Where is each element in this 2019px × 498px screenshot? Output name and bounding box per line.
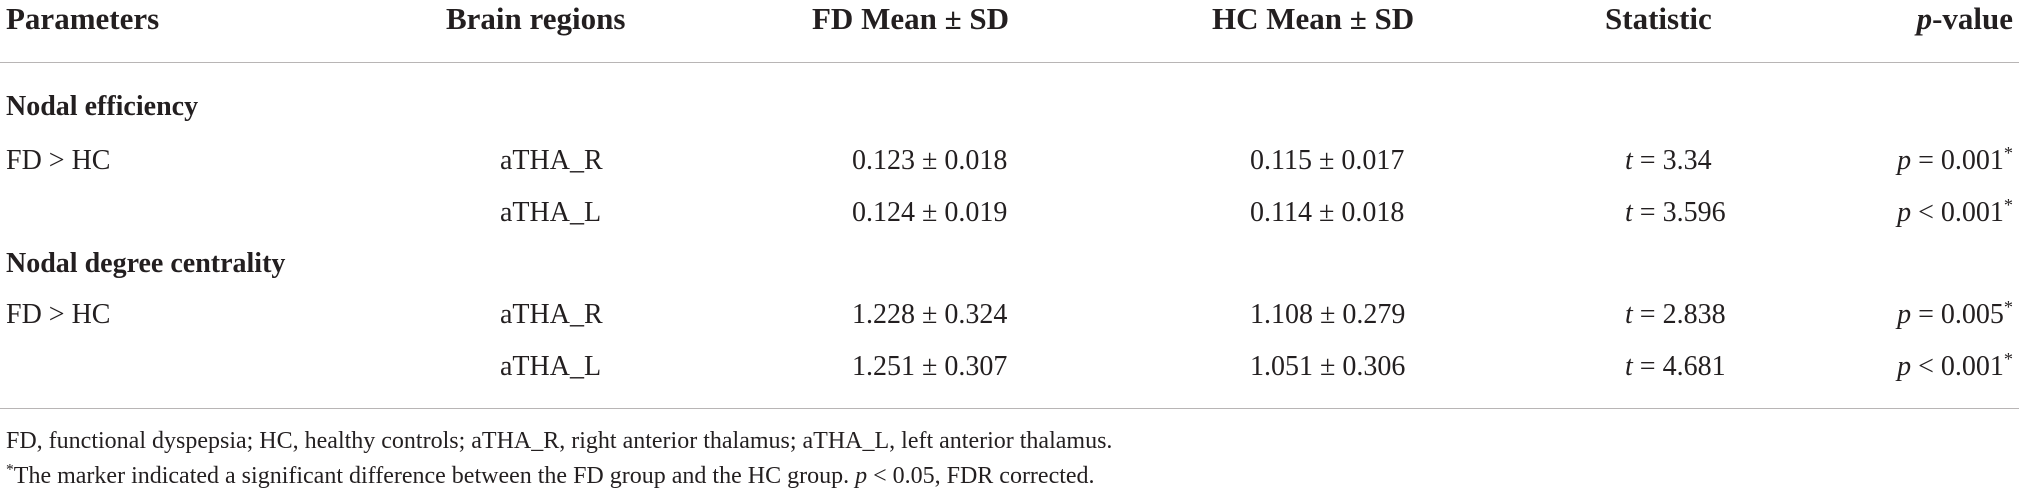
cell-p-value [1897, 350, 2013, 384]
p-val: = 0.005 [1911, 299, 2004, 330]
stat-var: t [1625, 145, 1633, 176]
cell-region: aTHA_R [500, 145, 603, 176]
cell-statistic [1625, 144, 1712, 178]
header-hc-mean-sd: HC Mean ± SD [1212, 1, 1415, 36]
group-title: Nodal degree centrality [6, 248, 286, 279]
stat-val: = 3.596 [1632, 197, 1726, 228]
footer-rule [0, 408, 2019, 409]
cell-fd: 1.251 ± 0.307 [852, 351, 1008, 382]
footnote-p: p [855, 463, 868, 489]
p-var: p [1897, 299, 1912, 330]
cell-hc: 0.114 ± 0.018 [1250, 197, 1405, 228]
group-title: Nodal efficiency [6, 91, 199, 122]
p-var: p [1897, 197, 1912, 228]
p-val: = 0.001 [1911, 145, 2004, 176]
cell-region: aTHA_R [500, 299, 603, 330]
cell-parameter: FD > HC [6, 145, 111, 176]
header-brain-regions: Brain regions [446, 1, 626, 36]
cell-fd: 0.124 ± 0.019 [852, 197, 1008, 228]
cell-p-value [1897, 196, 2013, 230]
p-val: < 0.001 [1911, 197, 2004, 228]
footnote-text-1: The marker indicated a significant difference between the FD group and the HC group. [13, 463, 856, 489]
cell-hc: 0.115 ± 0.017 [1250, 145, 1405, 176]
header-p-suffix: -value [1932, 1, 2013, 36]
cell-p-value [1897, 298, 2013, 332]
stat-val: = 3.34 [1632, 145, 1712, 176]
footnote-text-2: < 0.05, FDR corrected. [867, 463, 1095, 489]
cell-fd: 0.123 ± 0.018 [852, 145, 1008, 176]
cell-parameter: FD > HC [6, 299, 111, 330]
significance-marker: * [2003, 143, 2013, 163]
cell-statistic [1625, 350, 1726, 384]
significance-marker: * [2003, 297, 2013, 317]
p-var: p [1897, 145, 1912, 176]
stat-var: t [1625, 299, 1633, 330]
footnote-significance [6, 461, 1095, 491]
cell-fd: 1.228 ± 0.324 [852, 299, 1008, 330]
footnote-marker: * [6, 461, 14, 479]
stat-val: = 4.681 [1632, 351, 1726, 382]
header-statistic: Statistic [1605, 1, 1712, 36]
cell-p-value [1897, 144, 2013, 178]
significance-marker: * [2003, 195, 2013, 215]
cell-hc: 1.051 ± 0.306 [1250, 351, 1406, 382]
stat-val: = 2.838 [1632, 299, 1726, 330]
header-p-value [1917, 2, 2013, 36]
p-var: p [1897, 351, 1912, 382]
cell-statistic [1625, 298, 1726, 332]
stat-var: t [1625, 351, 1633, 382]
header-fd-mean-sd: FD Mean ± SD [812, 1, 1009, 36]
cell-region: aTHA_L [500, 351, 602, 382]
header-p-letter: p [1916, 1, 1933, 36]
significance-marker: * [2003, 349, 2013, 369]
footnote-abbreviations: FD, functional dyspepsia; HC, healthy controls; aTHA_R, right anterior thalamus; aTHA_L, left anterior thalamus. [6, 428, 1113, 454]
cell-region: aTHA_L [500, 197, 602, 228]
cell-statistic [1625, 196, 1726, 230]
cell-hc: 1.108 ± 0.279 [1250, 299, 1406, 330]
header-parameters: Parameters [6, 1, 160, 36]
header-rule [0, 62, 2019, 63]
stat-var: t [1625, 197, 1633, 228]
p-val: < 0.001 [1911, 351, 2004, 382]
